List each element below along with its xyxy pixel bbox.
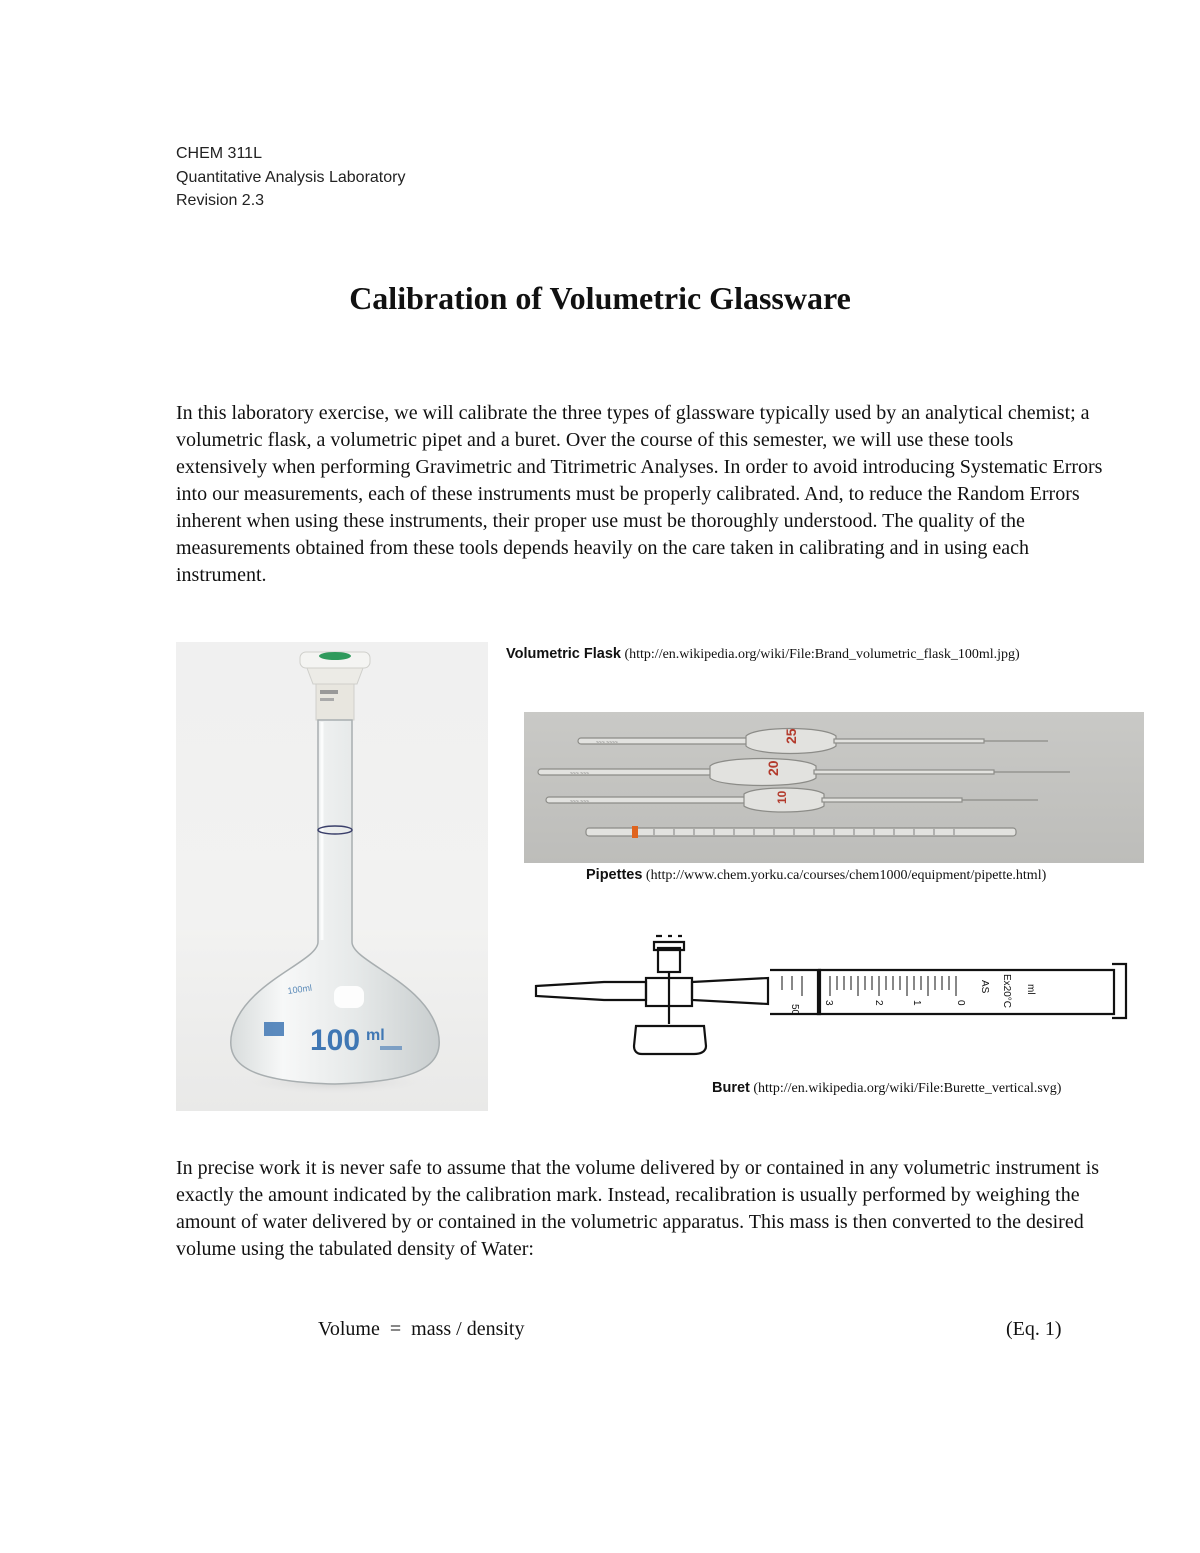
buret-caption-label: Buret <box>712 1080 750 1096</box>
course-code: CHEM 311L <box>176 145 262 162</box>
pipette-10-marking: 10 <box>775 790 789 804</box>
buret-scale-2: 2 <box>873 1000 884 1006</box>
buret-scale-0: 0 <box>955 1000 966 1006</box>
intro-paragraph: In this laboratory exercise, we will calibrate the three types of glassware typically used by an analytical chemist; a volumetric flask, a volumetric pipet and a buret. Over the course of this semester, we will use these tools extensively when performing Gravimetric and Titrimetric Analyses. In order to avoid introducing Systematic Errors into our measurements, each of these instruments must be properly calibrated. And, to reduce the Random Errors inherent when using these instruments, their proper use must be thoroughly understood. The quality of the measurements obtained from these tools depends heavily on the care taken in calibrating and in using each instrument. <box>176 402 1103 586</box>
pipettes-photo <box>524 712 1144 863</box>
page-title: Calibration of Volumetric Glassware <box>349 280 851 316</box>
equation-expression: Volume = mass / density <box>318 1318 525 1340</box>
buret-caption <box>712 1080 1061 1097</box>
revision-label: Revision 2.3 <box>176 192 265 209</box>
pipettes-caption <box>586 867 1046 884</box>
buret-scale-50: 50 <box>789 1004 800 1016</box>
svg-text:~~~ ~~~: ~~~ ~~~ <box>570 771 589 777</box>
pipette-20-marking: 20 <box>765 760 781 776</box>
flask-caption-url[interactable]: (http://en.wikipedia.org/wiki/File:Brand_volumetric_flask_100ml.jpg) <box>624 647 1020 662</box>
flask-volume-marking: 100 <box>310 1024 361 1057</box>
buret-label-ex: Ex20°C <box>1001 974 1012 1009</box>
buret-scale-3: 3 <box>823 1000 834 1006</box>
flask-caption <box>506 646 1020 663</box>
volumetric-flask-illustration <box>176 642 488 1111</box>
pipette-25-marking: 25 <box>783 728 799 744</box>
flask-unit-marking: ml <box>366 1027 385 1044</box>
pipettes-caption-label: Pipettes <box>586 867 643 883</box>
recalibration-paragraph: In precise work it is never safe to assume that the volume delivered by or contained in any volumetric instrument is exactly the amount indicated by the calibration mark. Instead, recalibration is usually performed by weighing the amount of water delivered by or contained in the volumetric apparatus. This mass is then converted to the desired volume using the tabulated density of Water: <box>176 1157 1100 1260</box>
buret-label-ml: ml <box>1025 984 1036 995</box>
stopper-seal <box>319 652 351 660</box>
course-name: Quantitative Analysis Laboratory <box>176 168 406 186</box>
buret-label-as: AS <box>979 980 990 994</box>
buret-caption-url[interactable]: (http://en.wikipedia.org/wiki/File:Burette_vertical.svg) <box>753 1081 1062 1096</box>
pipette-color-band <box>632 826 638 838</box>
svg-text:100ml: 100ml <box>286 982 313 996</box>
document-header <box>176 142 405 213</box>
pipettes-illustration <box>524 712 1144 863</box>
volumetric-flask-photo <box>176 642 488 1111</box>
equation-label: (Eq. 1) <box>1006 1318 1062 1340</box>
svg-text:~~~ ~~~: ~~~ ~~~ <box>570 799 589 805</box>
svg-text:~~~ ~~~~: ~~~ ~~~~ <box>596 740 618 746</box>
pipettes-caption-url[interactable]: (http://www.chem.yorku.ca/courses/chem1000/equipment/pipette.html) <box>645 868 1047 883</box>
buret-illustration <box>534 934 1130 1056</box>
flask-caption-label: Volumetric Flask <box>506 646 621 662</box>
buret-scale-1: 1 <box>911 1000 922 1006</box>
buret-drawing <box>534 934 1130 1056</box>
